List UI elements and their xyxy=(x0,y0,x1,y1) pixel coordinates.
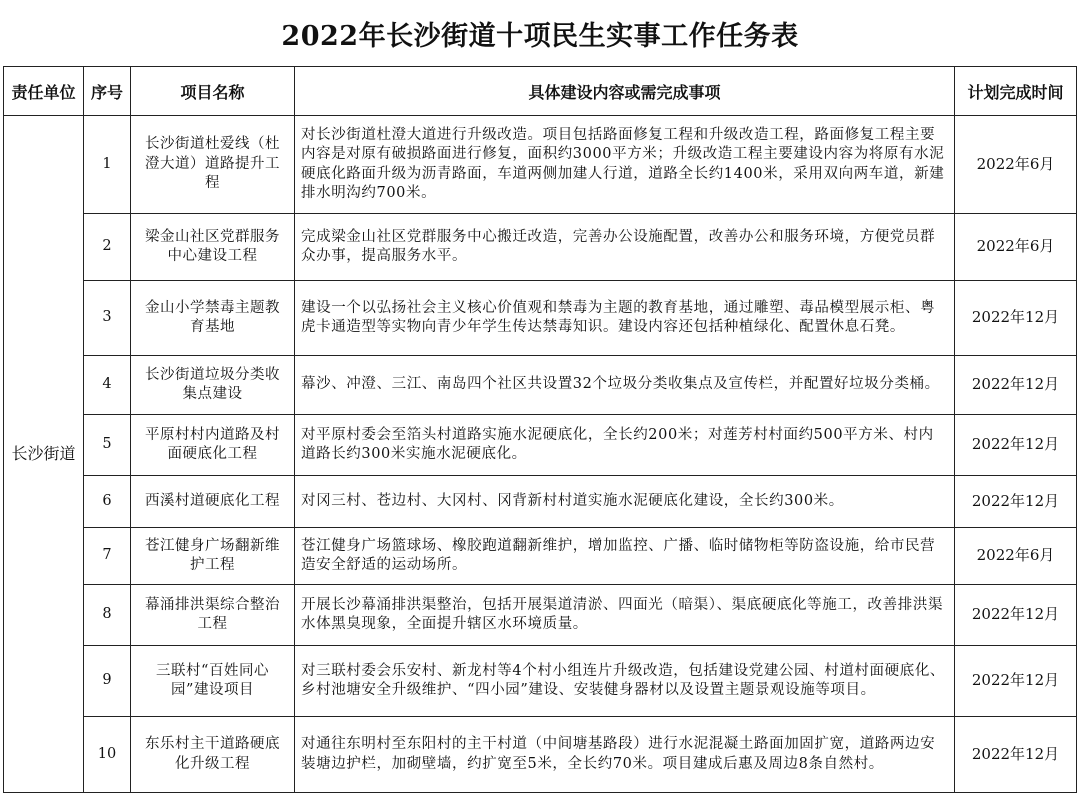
header-time: 计划完成时间 xyxy=(955,67,1077,116)
row-seq: 7 xyxy=(84,528,131,585)
row-deadline: 2022年12月 xyxy=(955,717,1077,793)
header-seq: 序号 xyxy=(84,67,131,116)
row-project-name: 幕涌排洪渠综合整治工程 xyxy=(131,585,295,646)
row-project-name: 东乐村主干道路硬底化升级工程 xyxy=(131,717,295,793)
row-project-name: 长沙街道杜爱线（杜澄大道）道路提升工程 xyxy=(131,116,295,214)
row-content: 对长沙街道杜澄大道进行升级改造。项目包括路面修复工程和升级改造工程，路面修复工程主要内容是对原有破损路面进行修复，面积约3000平方米；升级改造工程主要建设内容为将原有水泥硬底化路面升级为沥青路面，车道两侧加建人行道，道路全长约1400米，采用双向两车道，新建排水明沟约700米。 xyxy=(295,116,955,214)
row-content: 对平原村委会至箔头村道路实施水泥硬底化，全长约200米；对莲芳村村面约500平方米、村内道路长约300米实施水泥硬底化。 xyxy=(295,415,955,476)
responsible-unit-cell: 长沙街道 xyxy=(4,116,84,793)
row-project-name: 平原村村内道路及村面硬底化工程 xyxy=(131,415,295,476)
row-seq: 8 xyxy=(84,585,131,646)
row-content: 幕沙、冲澄、三江、南岛四个社区共设置32个垃圾分类收集点及宣传栏，并配置好垃圾分类桶。 xyxy=(295,356,955,415)
table-row xyxy=(4,356,1077,415)
row-content: 对冈三村、苍边村、大冈村、冈背新村村道实施水泥硬底化建设，全长约300米。 xyxy=(295,476,955,528)
table-row xyxy=(4,528,1077,585)
row-seq: 9 xyxy=(84,646,131,717)
table-row xyxy=(4,415,1077,476)
row-deadline: 2022年12月 xyxy=(955,281,1077,356)
row-project-name: 三联村“百姓同心园”建设项目 xyxy=(131,646,295,717)
row-content: 建设一个以弘扬社会主义核心价值观和禁毒为主题的教育基地，通过雕塑、毒品模型展示柜、粤虎卡通造型等实物向青少年学生传达禁毒知识。建设内容还包括种植绿化、配置休息石凳。 xyxy=(295,281,955,356)
row-project-name: 西溪村道硬底化工程 xyxy=(131,476,295,528)
page-title: 2022年长沙街道十项民生实事工作任务表 xyxy=(281,21,799,52)
row-seq: 4 xyxy=(84,356,131,415)
table-row xyxy=(4,476,1077,528)
row-deadline: 2022年12月 xyxy=(955,585,1077,646)
header-name: 项目名称 xyxy=(131,67,295,116)
row-content: 对三联村委会乐安村、新龙村等4个村小组连片升级改造，包括建设党建公园、村道村面硬底化、乡村池塘安全升级维护、“四小园”建设、安装健身器材以及设置主题景观设施等项目。 xyxy=(295,646,955,717)
table-row xyxy=(4,646,1077,717)
row-seq: 3 xyxy=(84,281,131,356)
row-deadline: 2022年12月 xyxy=(955,356,1077,415)
row-seq: 5 xyxy=(84,415,131,476)
header-row xyxy=(4,67,1077,116)
row-deadline: 2022年12月 xyxy=(955,415,1077,476)
row-content: 对通往东明村至东阳村的主干村道（中间塘基路段）进行水泥混凝土路面加固扩宽，道路两边安装塘边护栏，加砌壁墙，约扩宽至5米，全长约70米。项目建成后惠及周边8条自然村。 xyxy=(295,717,955,793)
task-table xyxy=(3,66,1077,793)
table-row xyxy=(4,585,1077,646)
table-row xyxy=(4,717,1077,793)
row-deadline: 2022年6月 xyxy=(955,528,1077,585)
row-content: 苍江健身广场篮球场、橡胶跑道翻新维护，增加监控、广播、临时储物柜等防盗设施，给市民营造安全舒适的运动场所。 xyxy=(295,528,955,585)
row-seq: 10 xyxy=(84,717,131,793)
header-unit: 责任单位 xyxy=(4,67,84,116)
row-content: 开展长沙幕涌排洪渠整治，包括开展渠道清淤、四面光（暗渠）、渠底硬底化等施工，改善排洪渠水体黑臭现象，全面提升辖区水环境质量。 xyxy=(295,585,955,646)
row-project-name: 苍江健身广场翻新维护工程 xyxy=(131,528,295,585)
table-row xyxy=(4,281,1077,356)
row-content: 完成梁金山社区党群服务中心搬迁改造，完善办公设施配置，改善办公和服务环境，方便党员群众办事，提高服务水平。 xyxy=(295,214,955,281)
row-deadline: 2022年12月 xyxy=(955,476,1077,528)
row-project-name: 金山小学禁毒主题教育基地 xyxy=(131,281,295,356)
row-deadline: 2022年12月 xyxy=(955,646,1077,717)
row-deadline: 2022年6月 xyxy=(955,116,1077,214)
table-row xyxy=(4,116,1077,214)
row-seq: 1 xyxy=(84,116,131,214)
header-content: 具体建设内容或需完成事项 xyxy=(295,67,955,116)
row-deadline: 2022年6月 xyxy=(955,214,1077,281)
table-row xyxy=(4,214,1077,281)
row-project-name: 长沙街道垃圾分类收集点建设 xyxy=(131,356,295,415)
row-project-name: 梁金山社区党群服务中心建设工程 xyxy=(131,214,295,281)
row-seq: 2 xyxy=(84,214,131,281)
row-seq: 6 xyxy=(84,476,131,528)
